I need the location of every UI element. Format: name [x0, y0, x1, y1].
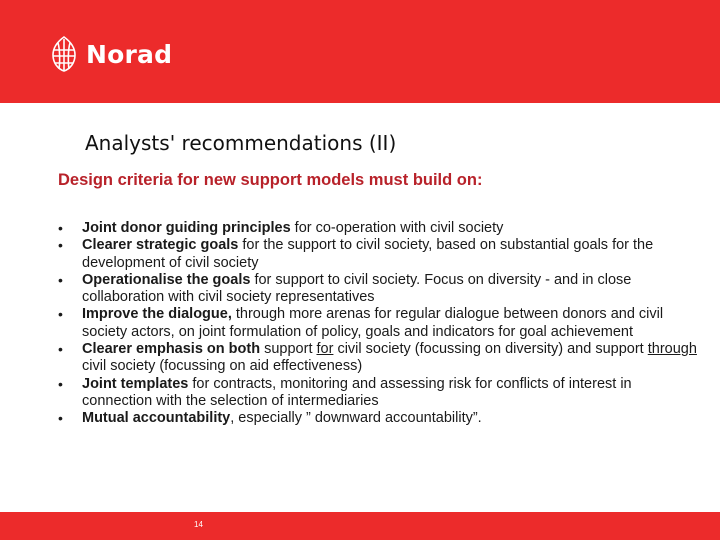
bullet-item — [58, 237, 698, 272]
bullet-list — [58, 220, 698, 428]
bullet-heading: Mutual accountability — [82, 410, 231, 427]
bullet-heading: Joint donor guiding principles — [82, 220, 291, 236]
bullet-text: for the support to civil society, based on substantial goals for the development of civil society — [82, 237, 654, 271]
norad-logo — [50, 34, 172, 74]
bullet-heading: Joint templates — [82, 375, 189, 392]
bullet-item — [58, 376, 698, 411]
bullet-heading: Clearer strategic goals — [82, 237, 239, 254]
bullet-text: through more arenas for regular dialogue between donors and civil society actors, on joint formulation of policy, goals and indicators for goal achievement — [82, 306, 664, 340]
bullet-dot-icon: • — [58, 375, 63, 392]
bullet-heading: Improve the dialogue, — [82, 306, 232, 323]
bullet-item — [58, 410, 698, 427]
bullet-dot-icon: • — [58, 237, 63, 254]
bullet-dot-icon: • — [58, 306, 63, 323]
bullet-dot-icon: • — [58, 410, 63, 427]
slide-title: Analysts' recommendations (II) — [85, 131, 397, 155]
bullet-text: civil society (focussing on aid effectiveness) — [82, 358, 363, 375]
bullet-item — [58, 341, 698, 376]
underlined-word: for — [316, 341, 334, 358]
bullet-heading: Clearer emphasis on both — [82, 341, 261, 358]
norad-globe-icon — [50, 35, 78, 73]
bullet-text: civil society (focussing on diversity) and support — [333, 341, 648, 358]
bullet-text: for co-operation with civil society — [290, 220, 504, 236]
footer-bar — [0, 512, 720, 540]
bullet-item — [58, 220, 698, 237]
bullet-text: , especially ” downward accountability”. — [230, 410, 482, 427]
page-number: 14 — [194, 520, 203, 529]
bullet-text: for support to civil society. Focus on diversity - and in close collaboration with civil society representatives — [82, 271, 632, 306]
underlined-word: through — [647, 341, 697, 358]
bullet-dot-icon: • — [58, 220, 63, 236]
bullet-item — [58, 306, 698, 341]
bullet-dot-icon: • — [58, 271, 63, 288]
bullet-heading: Operationalise the goals — [82, 271, 251, 288]
bullet-text: support — [260, 341, 317, 358]
bullet-dot-icon: • — [58, 341, 63, 358]
brand-name: Norad — [86, 39, 173, 69]
header-bar — [0, 0, 720, 103]
bullet-text: for contracts, monitoring and assessing risk for conflicts of interest in connection with the selection of intermediaries — [82, 375, 632, 409]
bullet-item — [58, 272, 698, 307]
slide-subtitle: Design criteria for new support models must build on: — [58, 171, 483, 189]
